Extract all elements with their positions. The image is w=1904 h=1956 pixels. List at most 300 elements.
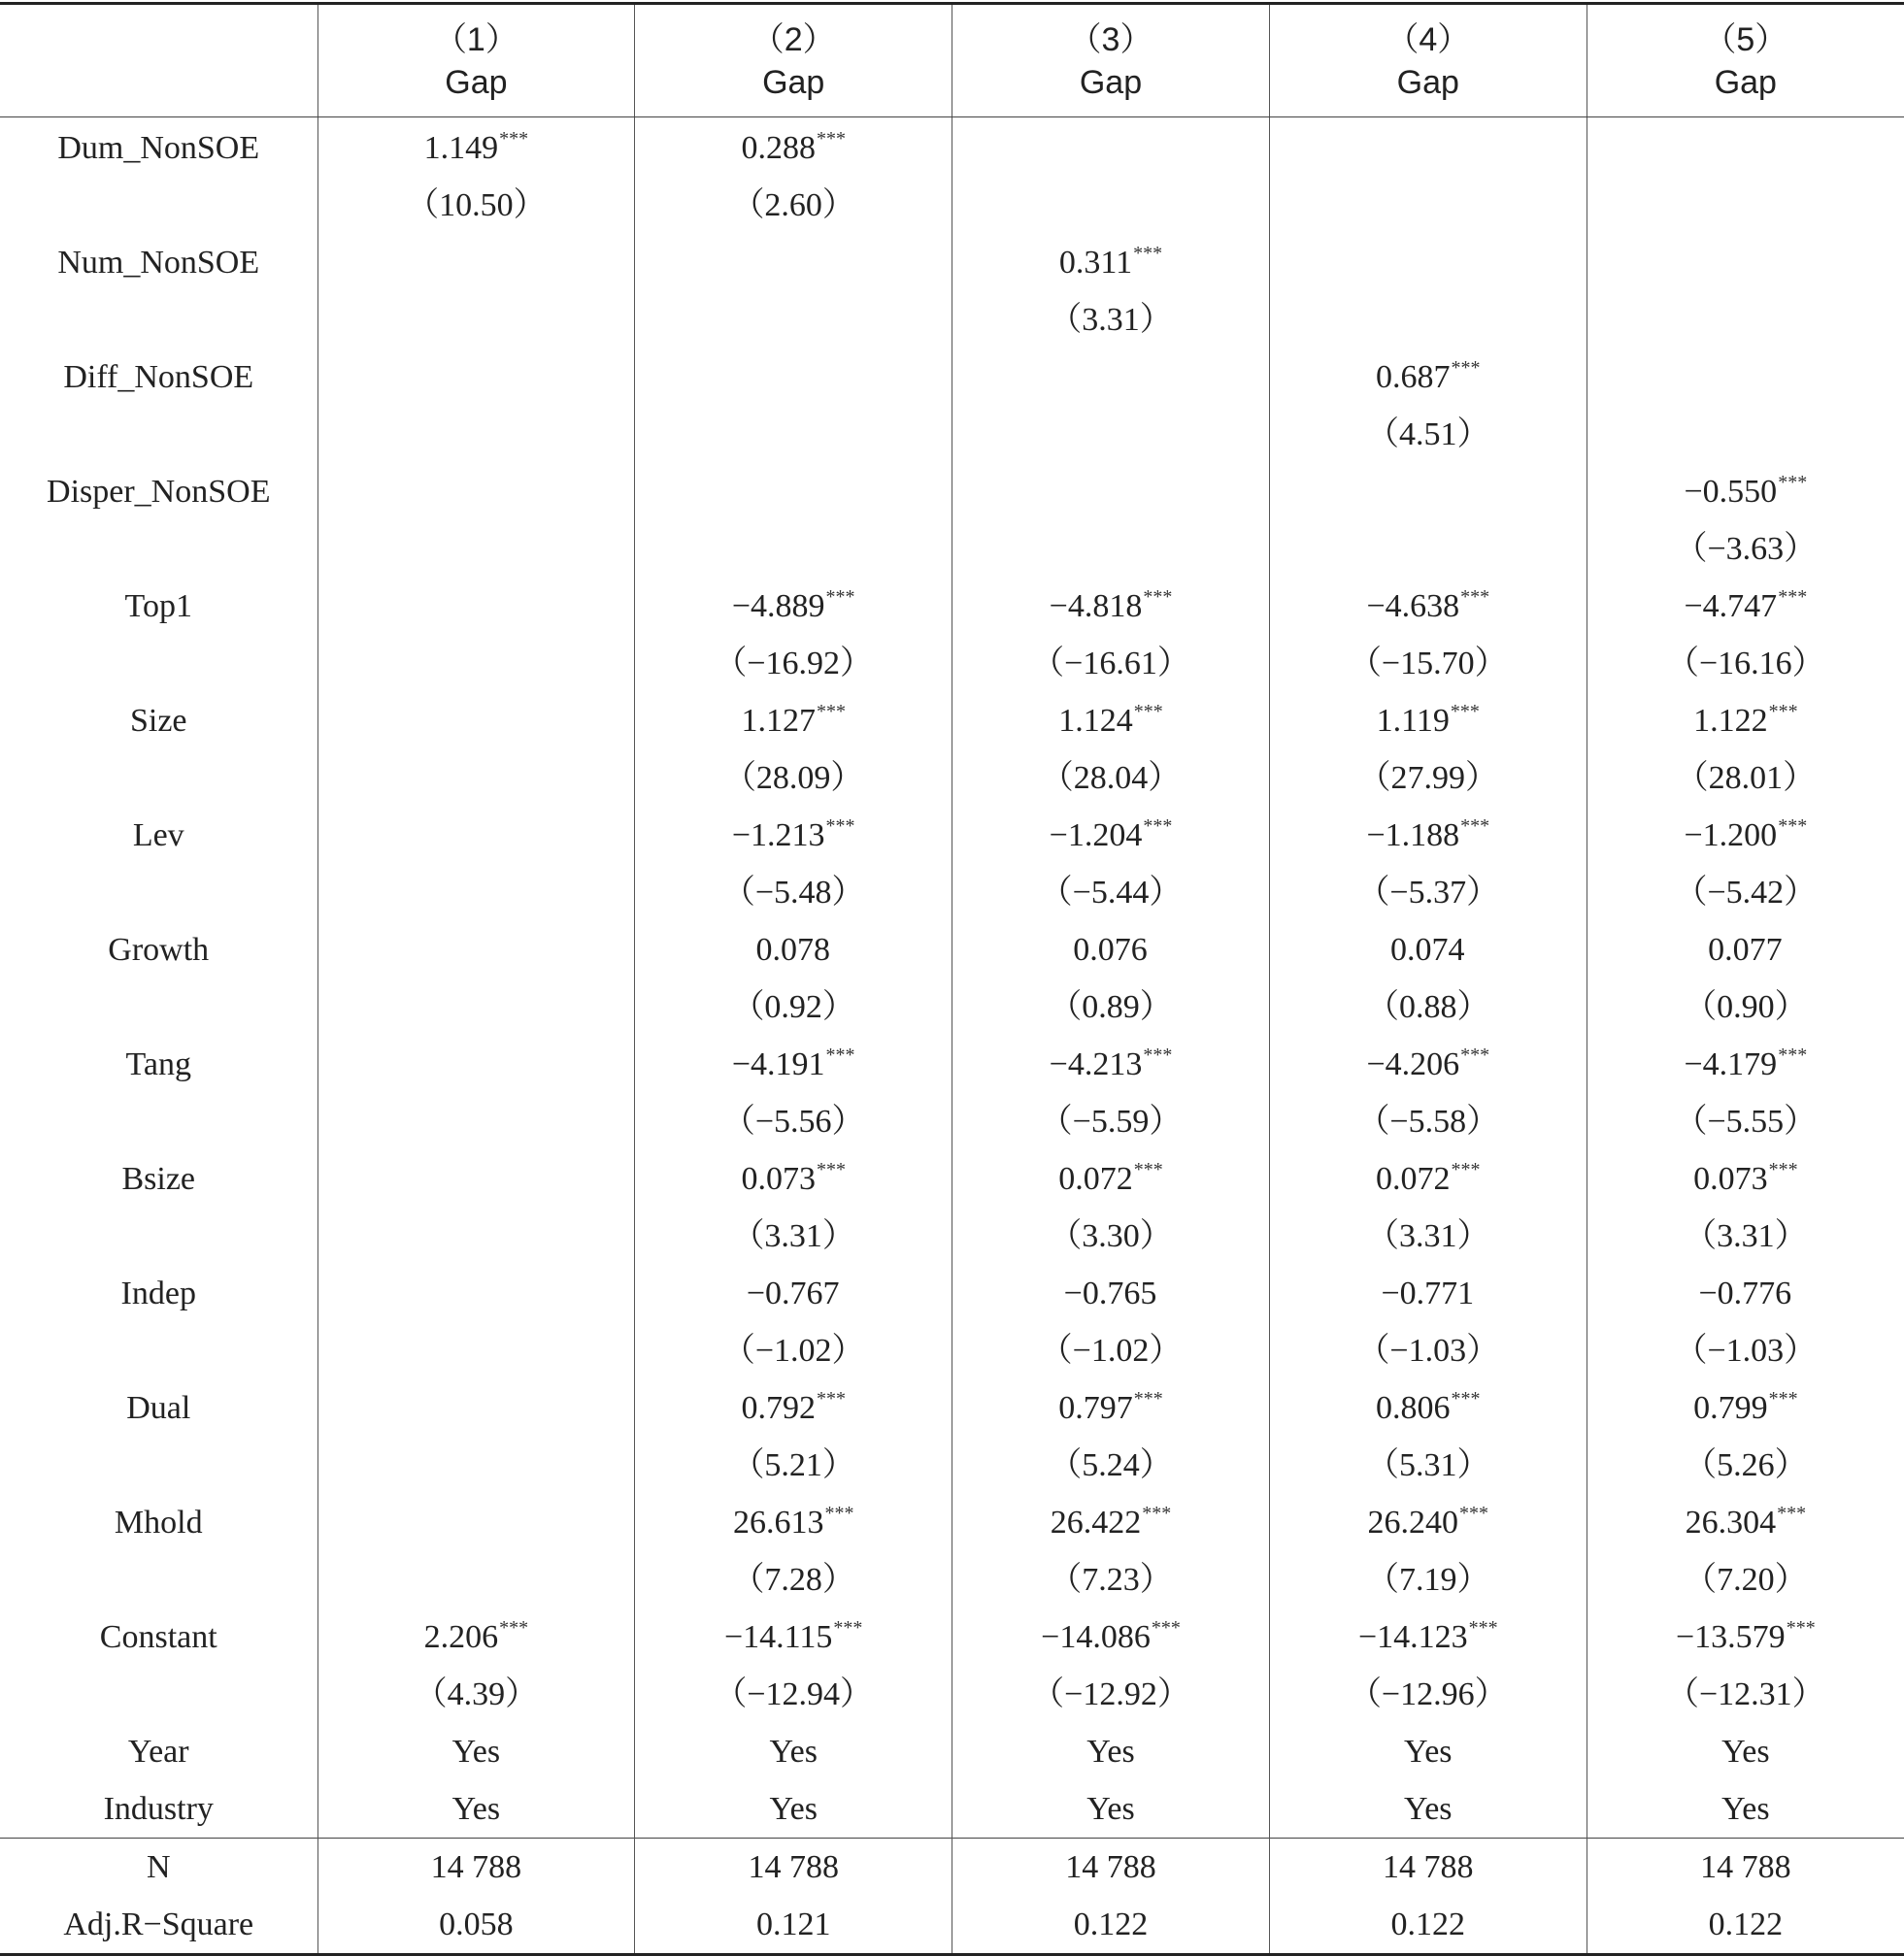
coefficient-row [0, 1150, 1904, 1208]
t-stat-cell [635, 520, 952, 578]
variable-label: Tang [125, 1046, 191, 1082]
t-stat-cell: （3.31） [635, 1208, 952, 1265]
t-stat-cell [635, 291, 952, 348]
coefficient-value: −4.638 [1366, 588, 1460, 624]
t-stat-cell: （5.31） [1269, 1437, 1587, 1494]
t-stat-row [0, 864, 1904, 921]
variable-label: Dum_NonSOE [57, 130, 260, 166]
coefficient-cell [635, 1150, 952, 1208]
coefficient-value: 0.073 [741, 1161, 816, 1197]
control-cell: Yes [635, 1780, 952, 1839]
t-stat-cell [317, 1551, 635, 1608]
significance-stars: *** [1451, 1388, 1481, 1409]
coefficient-cell [317, 348, 635, 406]
significance-stars: *** [816, 701, 846, 722]
coefficient-value: 0.288 [741, 130, 816, 166]
coefficient-value: 1.149 [423, 130, 499, 166]
coefficient-value: −0.550 [1684, 474, 1778, 510]
coefficient-cell [952, 1494, 1270, 1551]
coefficient-cell [1269, 1036, 1587, 1093]
coefficient-cell [952, 1265, 1270, 1322]
t-stat-cell: （4.39） [317, 1666, 635, 1723]
t-stat-cell: （−16.61） [952, 635, 1270, 692]
t-stat-cell [952, 177, 1270, 234]
t-stat-cell: （−5.44） [952, 864, 1270, 921]
t-stat-row [0, 1551, 1904, 1608]
coefficient-cell [635, 234, 952, 291]
t-stat-cell: （−5.59） [952, 1093, 1270, 1150]
coefficient-value: −1.213 [731, 817, 825, 853]
t-stat-cell: （10.50） [317, 177, 635, 234]
control-cell: Yes [317, 1780, 635, 1839]
coefficient-value: −4.179 [1684, 1046, 1778, 1082]
coefficient-value: −13.579 [1676, 1619, 1786, 1655]
coefficient-value: 0.799 [1693, 1390, 1768, 1426]
t-stat-cell [317, 749, 635, 807]
t-stat-cell: （−15.70） [1269, 635, 1587, 692]
variable-label: Constant [99, 1619, 217, 1655]
coefficient-cell [317, 1265, 635, 1322]
significance-stars: *** [824, 1503, 854, 1524]
coefficient-cell [952, 234, 1270, 291]
coefficient-cell [635, 1036, 952, 1093]
t-stat-cell: （−12.96） [1269, 1666, 1587, 1723]
significance-stars: *** [1133, 1159, 1163, 1180]
significance-stars: *** [1143, 1044, 1173, 1066]
coefficient-cell [317, 463, 635, 520]
column-number: （3） [1068, 20, 1153, 58]
coefficient-cell [1269, 463, 1587, 520]
column-header [317, 4, 635, 117]
coefficient-row [0, 348, 1904, 406]
header-row [0, 4, 1904, 117]
coefficient-value: 0.072 [1058, 1161, 1133, 1197]
variable-label: Growth [108, 932, 210, 968]
table-header [0, 4, 1904, 117]
coefficient-cell [1269, 1379, 1587, 1437]
coefficient-value: −14.115 [723, 1619, 833, 1655]
significance-stars: *** [1133, 701, 1163, 722]
variable-label: Dual [126, 1390, 191, 1426]
coefficient-value: 0.792 [741, 1390, 816, 1426]
variable-label-blank [0, 749, 317, 807]
coefficient-cell [1587, 348, 1904, 406]
t-stat-cell: （5.24） [952, 1437, 1270, 1494]
t-stat-cell: （−16.16） [1587, 635, 1904, 692]
t-stat-cell: （0.88） [1269, 978, 1587, 1036]
t-stat-cell: （3.31） [952, 291, 1270, 348]
t-stat-row [0, 177, 1904, 234]
t-stat-cell: （5.21） [635, 1437, 952, 1494]
t-stat-cell: （−1.02） [635, 1322, 952, 1379]
coefficient-cell [317, 1608, 635, 1666]
coefficient-value: 26.240 [1367, 1505, 1459, 1541]
t-stat-cell [1269, 291, 1587, 348]
coefficient-value: 0.806 [1376, 1390, 1451, 1426]
coefficient-value: −4.191 [731, 1046, 825, 1082]
coefficient-value: 1.124 [1058, 703, 1133, 739]
t-stat-row [0, 1666, 1904, 1723]
coefficient-value: 0.074 [1390, 932, 1465, 968]
variable-label: Diff_NonSOE [63, 359, 254, 395]
t-stat-row [0, 1093, 1904, 1150]
stat-row [0, 1896, 1904, 1955]
column-number: （1） [433, 20, 518, 58]
coefficient-row [0, 234, 1904, 291]
coefficient-value: 0.073 [1693, 1161, 1768, 1197]
dependent-variable: Gap [762, 63, 825, 101]
control-cell: Yes [1587, 1723, 1904, 1780]
variable-label-blank [0, 177, 317, 234]
t-stat-row [0, 1437, 1904, 1494]
t-stat-cell: （2.60） [635, 177, 952, 234]
variable-label-blank [0, 978, 317, 1036]
t-stat-cell: （0.89） [952, 978, 1270, 1036]
column-header [1269, 4, 1587, 117]
t-stat-cell: （7.23） [952, 1551, 1270, 1608]
t-stat-cell [317, 1208, 635, 1265]
significance-stars: *** [499, 1617, 529, 1639]
control-cell: Yes [952, 1723, 1270, 1780]
variable-label-blank [0, 1322, 317, 1379]
coefficient-cell [635, 692, 952, 749]
coefficient-cell [952, 463, 1270, 520]
t-stat-cell: （−16.92） [635, 635, 952, 692]
variable-label-blank [0, 291, 317, 348]
significance-stars: *** [1143, 586, 1173, 608]
t-stat-cell: （3.31） [1269, 1208, 1587, 1265]
t-stat-cell: （28.09） [635, 749, 952, 807]
t-stat-row [0, 520, 1904, 578]
t-stat-cell: （−5.55） [1587, 1093, 1904, 1150]
coefficient-cell [1587, 234, 1904, 291]
coefficient-cell [635, 1494, 952, 1551]
coefficient-cell [317, 807, 635, 864]
t-stat-cell: （−5.58） [1269, 1093, 1587, 1150]
t-stat-cell: （−12.31） [1587, 1666, 1904, 1723]
coefficient-cell [1269, 921, 1587, 978]
significance-stars: *** [1451, 1159, 1481, 1180]
coefficient-cell [317, 117, 635, 178]
variable-label: Indep [120, 1276, 196, 1311]
dependent-variable: Gap [1396, 63, 1459, 101]
coefficient-cell [635, 578, 952, 635]
t-stat-row [0, 635, 1904, 692]
coefficient-value: 1.127 [741, 703, 816, 739]
column-number: （4） [1386, 20, 1471, 58]
control-cell: Yes [952, 1780, 1270, 1839]
stat-cell: 14 788 [1587, 1839, 1904, 1897]
table-body [0, 117, 1904, 1955]
column-header [1587, 4, 1904, 117]
stat-cell: 14 788 [317, 1839, 635, 1897]
stat-cell: 14 788 [635, 1839, 952, 1897]
significance-stars: *** [833, 1617, 863, 1639]
coefficient-cell [952, 117, 1270, 178]
coefficient-value: 2.206 [423, 1619, 499, 1655]
coefficient-value: −1.188 [1366, 817, 1460, 853]
coefficient-cell [952, 1608, 1270, 1666]
significance-stars: *** [1460, 1044, 1490, 1066]
coefficient-cell [635, 1379, 952, 1437]
stat-cell: 0.058 [317, 1896, 635, 1955]
coefficient-cell [1587, 463, 1904, 520]
t-stat-row [0, 749, 1904, 807]
coefficient-value: 0.311 [1058, 245, 1133, 281]
coefficient-value: 0.797 [1058, 1390, 1133, 1426]
t-stat-cell: （27.99） [1269, 749, 1587, 807]
coefficient-value: −0.776 [1698, 1276, 1792, 1311]
stat-cell: 0.121 [635, 1896, 952, 1955]
significance-stars: *** [825, 586, 855, 608]
t-stat-cell [317, 520, 635, 578]
coefficient-cell [1269, 117, 1587, 178]
coefficient-value: 26.304 [1685, 1505, 1777, 1541]
coefficient-cell [952, 692, 1270, 749]
t-stat-cell [317, 864, 635, 921]
significance-stars: *** [1778, 1044, 1808, 1066]
t-stat-cell [317, 635, 635, 692]
significance-stars: *** [816, 1388, 846, 1409]
significance-stars: *** [1768, 1388, 1798, 1409]
coefficient-value: 0.687 [1376, 359, 1451, 395]
variable-label: Lev [132, 817, 184, 853]
stat-cell: 0.122 [952, 1896, 1270, 1955]
coefficient-cell [1269, 234, 1587, 291]
variable-label: Disper_NonSOE [47, 474, 271, 510]
t-stat-cell: （7.20） [1587, 1551, 1904, 1608]
variable-label: Mhold [114, 1505, 203, 1541]
t-stat-cell: （−12.94） [635, 1666, 952, 1723]
coefficient-cell [635, 1265, 952, 1322]
coefficient-cell [952, 578, 1270, 635]
t-stat-cell [317, 406, 635, 463]
coefficient-value: −4.747 [1684, 588, 1778, 624]
significance-stars: *** [1778, 586, 1808, 608]
coefficient-row [0, 463, 1904, 520]
t-stat-row [0, 1322, 1904, 1379]
t-stat-cell: （−5.48） [635, 864, 952, 921]
stat-row [0, 1839, 1904, 1897]
coefficient-value: 0.077 [1708, 932, 1783, 968]
t-stat-cell: （0.92） [635, 978, 952, 1036]
coefficient-cell [635, 463, 952, 520]
t-stat-cell [635, 406, 952, 463]
coefficient-cell [635, 921, 952, 978]
t-stat-cell [317, 291, 635, 348]
t-stat-cell [1587, 177, 1904, 234]
coefficient-cell [952, 1379, 1270, 1437]
column-number: （2） [751, 20, 836, 58]
coefficient-value: −4.206 [1366, 1046, 1460, 1082]
coefficient-cell [1587, 117, 1904, 178]
coefficient-value: 26.422 [1050, 1505, 1142, 1541]
t-stat-cell: （5.26） [1587, 1437, 1904, 1494]
variable-label-blank [0, 864, 317, 921]
control-label: Industry [103, 1791, 214, 1827]
significance-stars: *** [825, 815, 855, 837]
stat-cell: 14 788 [1269, 1839, 1587, 1897]
dependent-variable: Gap [1079, 63, 1143, 101]
dependent-variable: Gap [445, 63, 508, 101]
coefficient-value: 1.119 [1376, 703, 1450, 739]
t-stat-cell: （−5.56） [635, 1093, 952, 1150]
t-stat-cell [952, 520, 1270, 578]
coefficient-value: −14.123 [1357, 1619, 1468, 1655]
coefficient-value: −4.889 [731, 588, 825, 624]
coefficient-value: −14.086 [1041, 1619, 1151, 1655]
coefficient-cell [952, 348, 1270, 406]
coefficient-row [0, 1265, 1904, 1322]
coefficient-cell [1269, 692, 1587, 749]
coefficient-cell [317, 1150, 635, 1208]
coefficient-cell [635, 117, 952, 178]
coefficient-row [0, 807, 1904, 864]
significance-stars: *** [1768, 1159, 1798, 1180]
coefficient-value: 0.076 [1073, 932, 1148, 968]
t-stat-cell [317, 978, 635, 1036]
t-stat-cell [1587, 291, 1904, 348]
significance-stars: *** [1460, 815, 1490, 837]
coefficient-value: 0.072 [1376, 1161, 1451, 1197]
significance-stars: *** [1468, 1617, 1498, 1639]
coefficient-value: 0.078 [755, 932, 830, 968]
control-cell: Yes [1587, 1780, 1904, 1839]
t-stat-cell: （−5.42） [1587, 864, 1904, 921]
variable-label-blank [0, 1093, 317, 1150]
coefficient-row [0, 1494, 1904, 1551]
coefficient-row [0, 1036, 1904, 1093]
significance-stars: *** [1778, 815, 1808, 837]
column-number: （5） [1703, 20, 1788, 58]
coefficient-row [0, 578, 1904, 635]
coefficient-cell [1269, 348, 1587, 406]
coefficient-cell [317, 578, 635, 635]
stat-label: Adj.R−Square [0, 1896, 317, 1955]
variable-label-blank [0, 1208, 317, 1265]
coefficient-value: 26.613 [732, 1505, 824, 1541]
variable-label-blank [0, 520, 317, 578]
coefficient-cell [1587, 1036, 1904, 1093]
coefficient-cell [317, 234, 635, 291]
t-stat-row [0, 1208, 1904, 1265]
coefficient-cell [1587, 921, 1904, 978]
coefficient-cell [317, 692, 635, 749]
significance-stars: *** [1451, 357, 1481, 379]
coefficient-cell [1269, 807, 1587, 864]
t-stat-cell: （7.19） [1269, 1551, 1587, 1608]
stat-cell: 14 788 [952, 1839, 1270, 1897]
coefficient-cell [1587, 1265, 1904, 1322]
significance-stars: *** [1142, 1503, 1172, 1524]
variable-label: Top1 [124, 588, 192, 624]
significance-stars: *** [1450, 701, 1480, 722]
coefficient-cell [1587, 1608, 1904, 1666]
coefficient-row [0, 921, 1904, 978]
t-stat-cell [952, 406, 1270, 463]
column-header [952, 4, 1270, 117]
t-stat-cell: （−5.37） [1269, 864, 1587, 921]
t-stat-cell: （−3.63） [1587, 520, 1904, 578]
significance-stars: *** [1133, 243, 1163, 264]
variable-label: Bsize [121, 1161, 196, 1197]
control-cell: Yes [1269, 1723, 1587, 1780]
t-stat-cell: （7.28） [635, 1551, 952, 1608]
coefficient-cell [1587, 578, 1904, 635]
coefficient-cell [635, 1608, 952, 1666]
coefficient-row [0, 1379, 1904, 1437]
coefficient-cell [952, 921, 1270, 978]
t-stat-row [0, 978, 1904, 1036]
t-stat-cell [1269, 520, 1587, 578]
t-stat-cell [317, 1437, 635, 1494]
t-stat-cell [1587, 406, 1904, 463]
coefficient-value: −0.765 [1063, 1276, 1157, 1311]
column-header [635, 4, 952, 117]
significance-stars: *** [825, 1044, 855, 1066]
variable-label-blank [0, 635, 317, 692]
significance-stars: *** [1768, 701, 1798, 722]
coefficient-value: −4.213 [1049, 1046, 1143, 1082]
coefficient-cell [317, 1494, 635, 1551]
t-stat-cell: （−12.92） [952, 1666, 1270, 1723]
coefficient-value: −1.200 [1684, 817, 1778, 853]
coefficient-value: −1.204 [1049, 817, 1143, 853]
t-stat-row [0, 406, 1904, 463]
significance-stars: *** [1778, 472, 1808, 493]
coefficient-cell [1269, 1265, 1587, 1322]
coefficient-value: −4.818 [1049, 588, 1143, 624]
coefficient-cell [1587, 807, 1904, 864]
t-stat-cell: （−1.03） [1269, 1322, 1587, 1379]
coefficient-cell [317, 921, 635, 978]
coefficient-cell [317, 1379, 635, 1437]
stat-cell: 0.122 [1587, 1896, 1904, 1955]
stat-cell: 0.122 [1269, 1896, 1587, 1955]
t-stat-cell: （−1.02） [952, 1322, 1270, 1379]
coefficient-cell [952, 1150, 1270, 1208]
coefficient-cell [1269, 1150, 1587, 1208]
coefficient-cell [1587, 1379, 1904, 1437]
significance-stars: *** [499, 128, 529, 149]
t-stat-cell [317, 1322, 635, 1379]
coefficient-cell [1587, 1494, 1904, 1551]
t-stat-cell: （3.31） [1587, 1208, 1904, 1265]
t-stat-cell: （−1.03） [1587, 1322, 1904, 1379]
variable-label-blank [0, 1666, 317, 1723]
significance-stars: *** [1151, 1617, 1181, 1639]
regression-table [0, 2, 1904, 1956]
t-stat-cell: （3.30） [952, 1208, 1270, 1265]
header-corner [0, 4, 317, 117]
variable-label: Size [129, 703, 187, 739]
coefficient-cell [317, 1036, 635, 1093]
t-stat-cell: （0.90） [1587, 978, 1904, 1036]
coefficient-cell [952, 807, 1270, 864]
coefficient-cell [952, 1036, 1270, 1093]
coefficient-row [0, 117, 1904, 178]
coefficient-row [0, 1608, 1904, 1666]
coefficient-cell [635, 348, 952, 406]
variable-label-blank [0, 1437, 317, 1494]
coefficient-row [0, 692, 1904, 749]
dependent-variable: Gap [1714, 63, 1777, 101]
significance-stars: *** [816, 1159, 846, 1180]
t-stat-cell: （28.04） [952, 749, 1270, 807]
stat-label: N [0, 1839, 317, 1897]
variable-label-blank [0, 406, 317, 463]
control-cell: Yes [1269, 1780, 1587, 1839]
